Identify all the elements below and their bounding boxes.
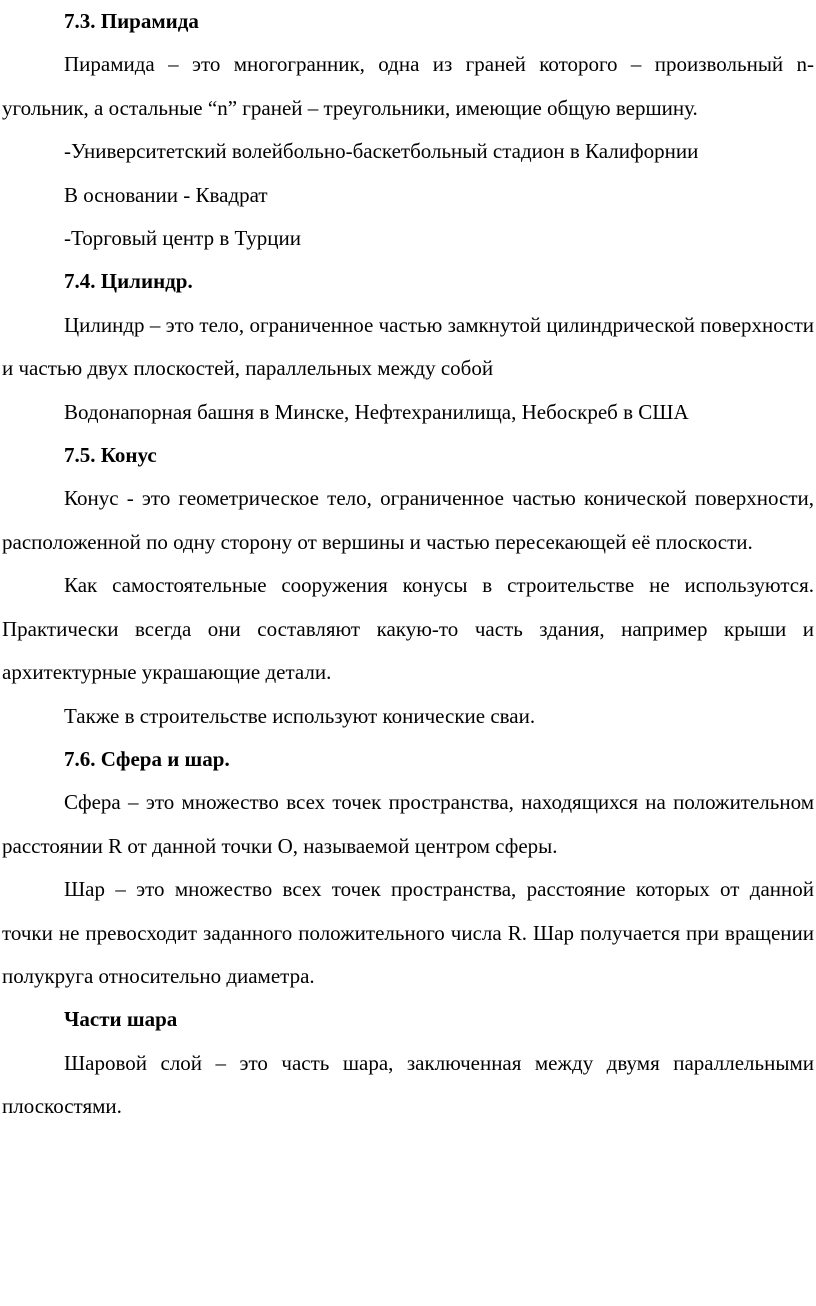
section-heading-ball-parts: Части шара bbox=[64, 1007, 178, 1032]
spherical-layer-definition: Шаровой слой – это часть шара, заключенная между двумя параллельными плоскостями. bbox=[2, 1050, 814, 1119]
pyramid-base-note: В основании - Квадрат bbox=[64, 182, 268, 207]
cone-piles-note: Также в строительстве используют конические сваи. bbox=[64, 703, 536, 728]
section-heading-cone: 7.5. Конус bbox=[64, 443, 157, 468]
cone-definition: Конус - это геометрическое тело, ограниченное частью конической поверхности, расположенной по одну сторону от вершины и частью пересекающей её плоскости. bbox=[2, 486, 814, 554]
sphere-definition: Сфера – это множество всех точек пространства, находящихся на положительном расстоянии R от данной точки O, называемой центром сферы. bbox=[2, 790, 814, 858]
cylinder-definition: Цилиндр – это тело, ограниченное частью замкнутой цилиндрической поверхности и частью двух плоскостей, параллельных между собой bbox=[2, 312, 814, 381]
section-heading-pyramid: 7.3. Пирамида bbox=[64, 9, 199, 33]
section-heading-cylinder: 7.4. Цилиндр. bbox=[64, 269, 193, 294]
pyramid-example-mall: -Торговый центр в Турции bbox=[64, 226, 301, 251]
pyramid-definition: Пирамида – это многогранник, одна из граней которого – произвольный n-угольник, а остальные “n” граней – треугольники, имеющие общую вершину. bbox=[2, 52, 814, 120]
cone-usage: Как самостоятельные сооружения конусы в строительстве не используются. Практически всегда они составляют какую-то часть здания, например крыши и архитектурные украшающие детали. bbox=[2, 573, 814, 685]
section-heading-sphere: 7.6. Сфера и шар. bbox=[64, 746, 230, 771]
cylinder-examples: Водонапорная башня в Минске, Нефтехранилища, Небоскреб в США bbox=[64, 399, 689, 424]
ball-definition: Шар – это множество всех точек пространства, расстояние которых от данной точки не превосходит заданного положительного числа R. Шар получается при вращении полукруга относительно диаметра. bbox=[2, 877, 814, 988]
pyramid-example-stadium: -Университетский волейбольно-баскетбольный стадион в Калифорнии bbox=[64, 139, 699, 164]
